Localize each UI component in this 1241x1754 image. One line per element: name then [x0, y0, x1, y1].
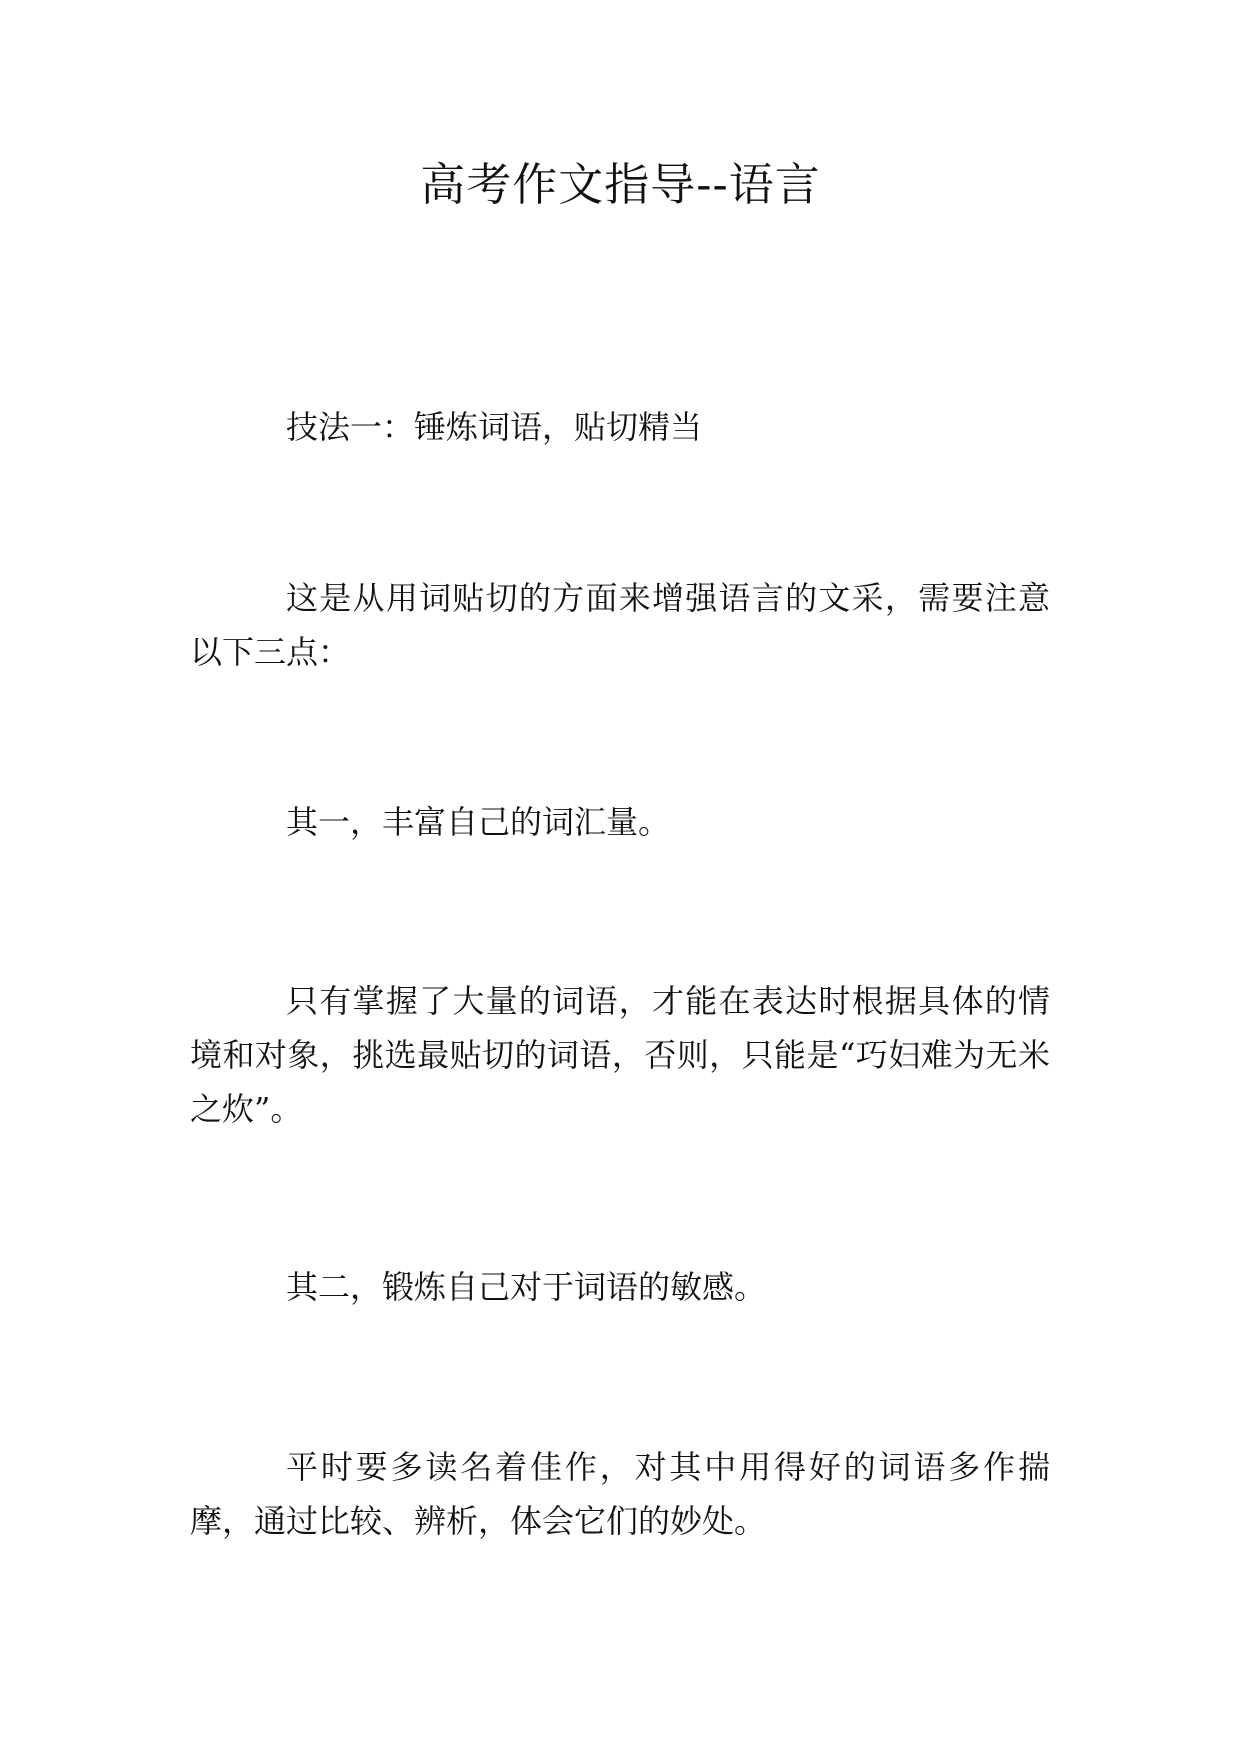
paragraph-intro: 这是从用词贴切的方面来增强语言的文采，需要注意以下三点： — [190, 579, 1050, 671]
point-one-heading: 其一，丰富自己的词汇量。 — [286, 803, 671, 841]
point-one-body: 只有掌握了大量的词语，才能在表达时根据具体的情境和对象，挑选最贴切的词语，否则，只能是“巧妇难为无米之炊”。 — [190, 982, 1050, 1128]
document-title: 高考作文指导--语言 — [420, 158, 821, 211]
point-two-body: 平时要多读名着佳作，对其中用得好的词语多作揣摩，通过比较、辨析，体会它们的妙处。 — [190, 1448, 1050, 1540]
point-two-heading: 其二，锻炼自己对于词语的敏感。 — [286, 1268, 767, 1306]
section-heading-technique-one: 技法一：锤炼词语，贴切精当 — [286, 408, 703, 446]
